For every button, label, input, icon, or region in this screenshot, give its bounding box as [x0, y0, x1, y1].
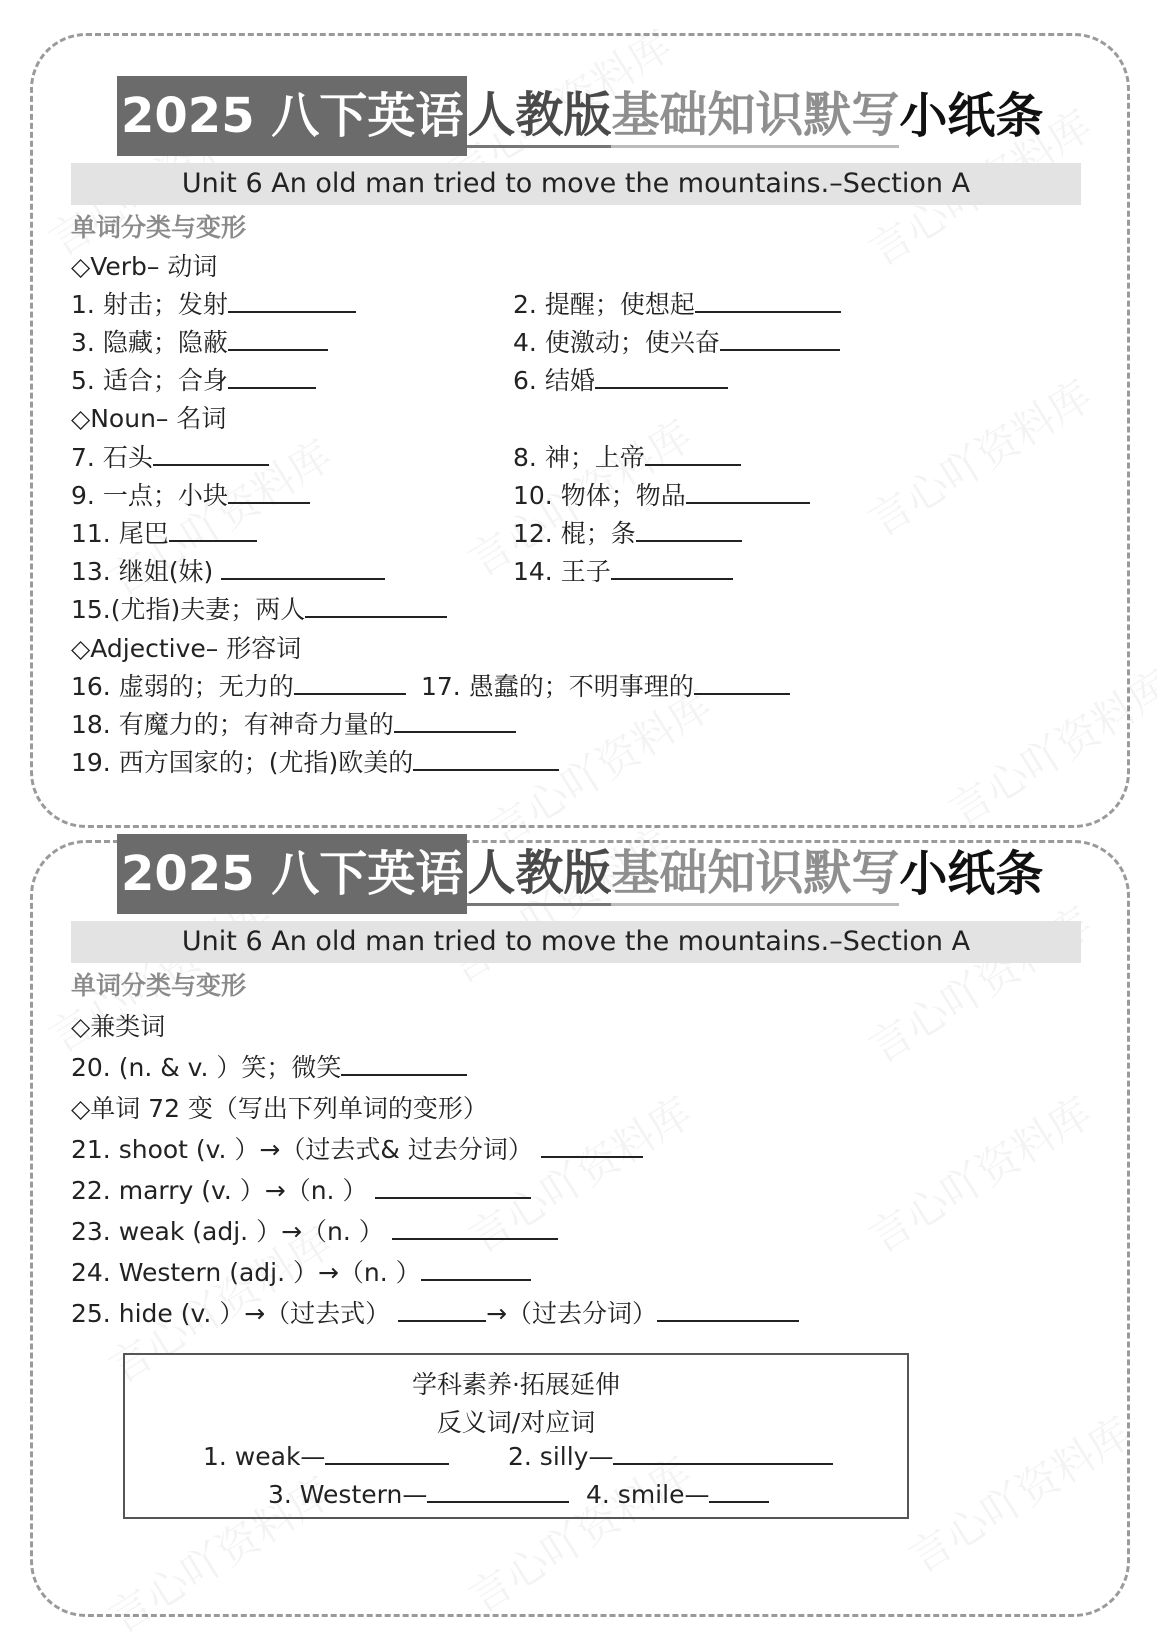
category-word-forms: ◇单词 72 变（写出下列单词的变形）	[71, 1094, 488, 1123]
vocab-item: 25. hide (v. ）→（过去式） →（过去分词）	[71, 1294, 799, 1330]
category-verb: ◇Verb– 动词	[71, 252, 218, 281]
vocab-item: 4. 使激动；使兴奋	[513, 323, 840, 359]
banner-year-grade: 2025 八下英语	[117, 76, 467, 156]
vocab-item: 1. 射击；发射	[71, 285, 356, 321]
vocab-item: 18. 有魔力的；有神奇力量的	[71, 705, 516, 741]
antonym-item: 4. smile—	[586, 1479, 769, 1509]
vocab-item: 11. 尾巴	[71, 514, 257, 550]
vocab-item: 24. Western (adj. ）→（n. ）	[71, 1253, 531, 1289]
category-adjective: ◇Adjective– 形容词	[71, 634, 302, 663]
title-banner	[117, 76, 1067, 156]
banner-topic: 基础知识默写	[611, 843, 899, 906]
vocab-item: 7. 石头	[71, 438, 269, 474]
worksheet-card-2	[30, 840, 1130, 1617]
category-noun: ◇Noun– 名词	[71, 404, 227, 433]
vocab-item: 9. 一点；小块	[71, 476, 310, 512]
vocab-item: 21. shoot (v. ）→（过去式& 过去分词）	[71, 1130, 643, 1166]
banner-suffix: 小纸条	[899, 88, 1044, 144]
vocab-item: 17. 愚蠢的；不明事理的	[421, 667, 790, 703]
vocab-item: 10. 物体；物品	[513, 476, 810, 512]
vocab-item: 19. 西方国家的；(尤指)欧美的	[71, 743, 559, 779]
section-heading: 单词分类与变形	[71, 971, 247, 1000]
vocab-item: 13. 继姐(妹)	[71, 552, 385, 588]
vocab-item: 15.(尤指)夫妻；两人	[71, 590, 447, 626]
vocab-item: 23. weak (adj. ）→（n. ）	[71, 1212, 558, 1248]
watermark	[856, 1081, 1102, 1265]
extension-box	[123, 1353, 909, 1519]
vocab-item: 16. 虚弱的；无力的	[71, 667, 406, 703]
vocab-item: 14. 王子	[513, 552, 733, 588]
vocab-item: 2. 提醒；使想起	[513, 285, 841, 321]
banner-edition: 人教版	[467, 85, 611, 148]
vocab-item: 3. 隐藏；隐蔽	[71, 323, 328, 359]
vocab-item: 22. marry (v. ）→（n. ）	[71, 1171, 531, 1207]
worksheet-card-1	[30, 33, 1130, 828]
unit-title: Unit 6 An old man tried to move the mountains.–Section A	[71, 921, 1081, 963]
vocab-item: 5. 适合；合身	[71, 361, 316, 397]
antonym-item: 1. weak—	[203, 1441, 449, 1471]
category-multi-pos: ◇兼类词	[71, 1012, 166, 1041]
watermark	[936, 654, 1157, 838]
banner-suffix: 小纸条	[899, 846, 1044, 902]
extension-subtitle: 反义词/对应词	[436, 1408, 596, 1437]
banner-year-grade: 2025 八下英语	[117, 834, 467, 914]
banner-edition: 人教版	[467, 843, 611, 906]
antonym-item: 2. silly—	[508, 1441, 833, 1471]
watermark	[896, 1401, 1142, 1585]
watermark	[856, 891, 1102, 1075]
extension-title: 学科素养·拓展延伸	[412, 1370, 620, 1399]
section-heading: 单词分类与变形	[71, 213, 247, 242]
title-banner	[117, 834, 1067, 914]
vocab-item: 6. 结婚	[513, 361, 728, 397]
vocab-item: 20. (n. & v. ）笑；微笑	[71, 1048, 467, 1084]
unit-title: Unit 6 An old man tried to move the mountains.–Section A	[71, 163, 1081, 205]
banner-topic: 基础知识默写	[611, 85, 899, 148]
antonym-item: 3. Western—	[268, 1479, 569, 1509]
watermark	[856, 364, 1102, 548]
vocab-item: 8. 神；上帝	[513, 438, 741, 474]
vocab-item: 12. 棍；条	[513, 514, 742, 550]
